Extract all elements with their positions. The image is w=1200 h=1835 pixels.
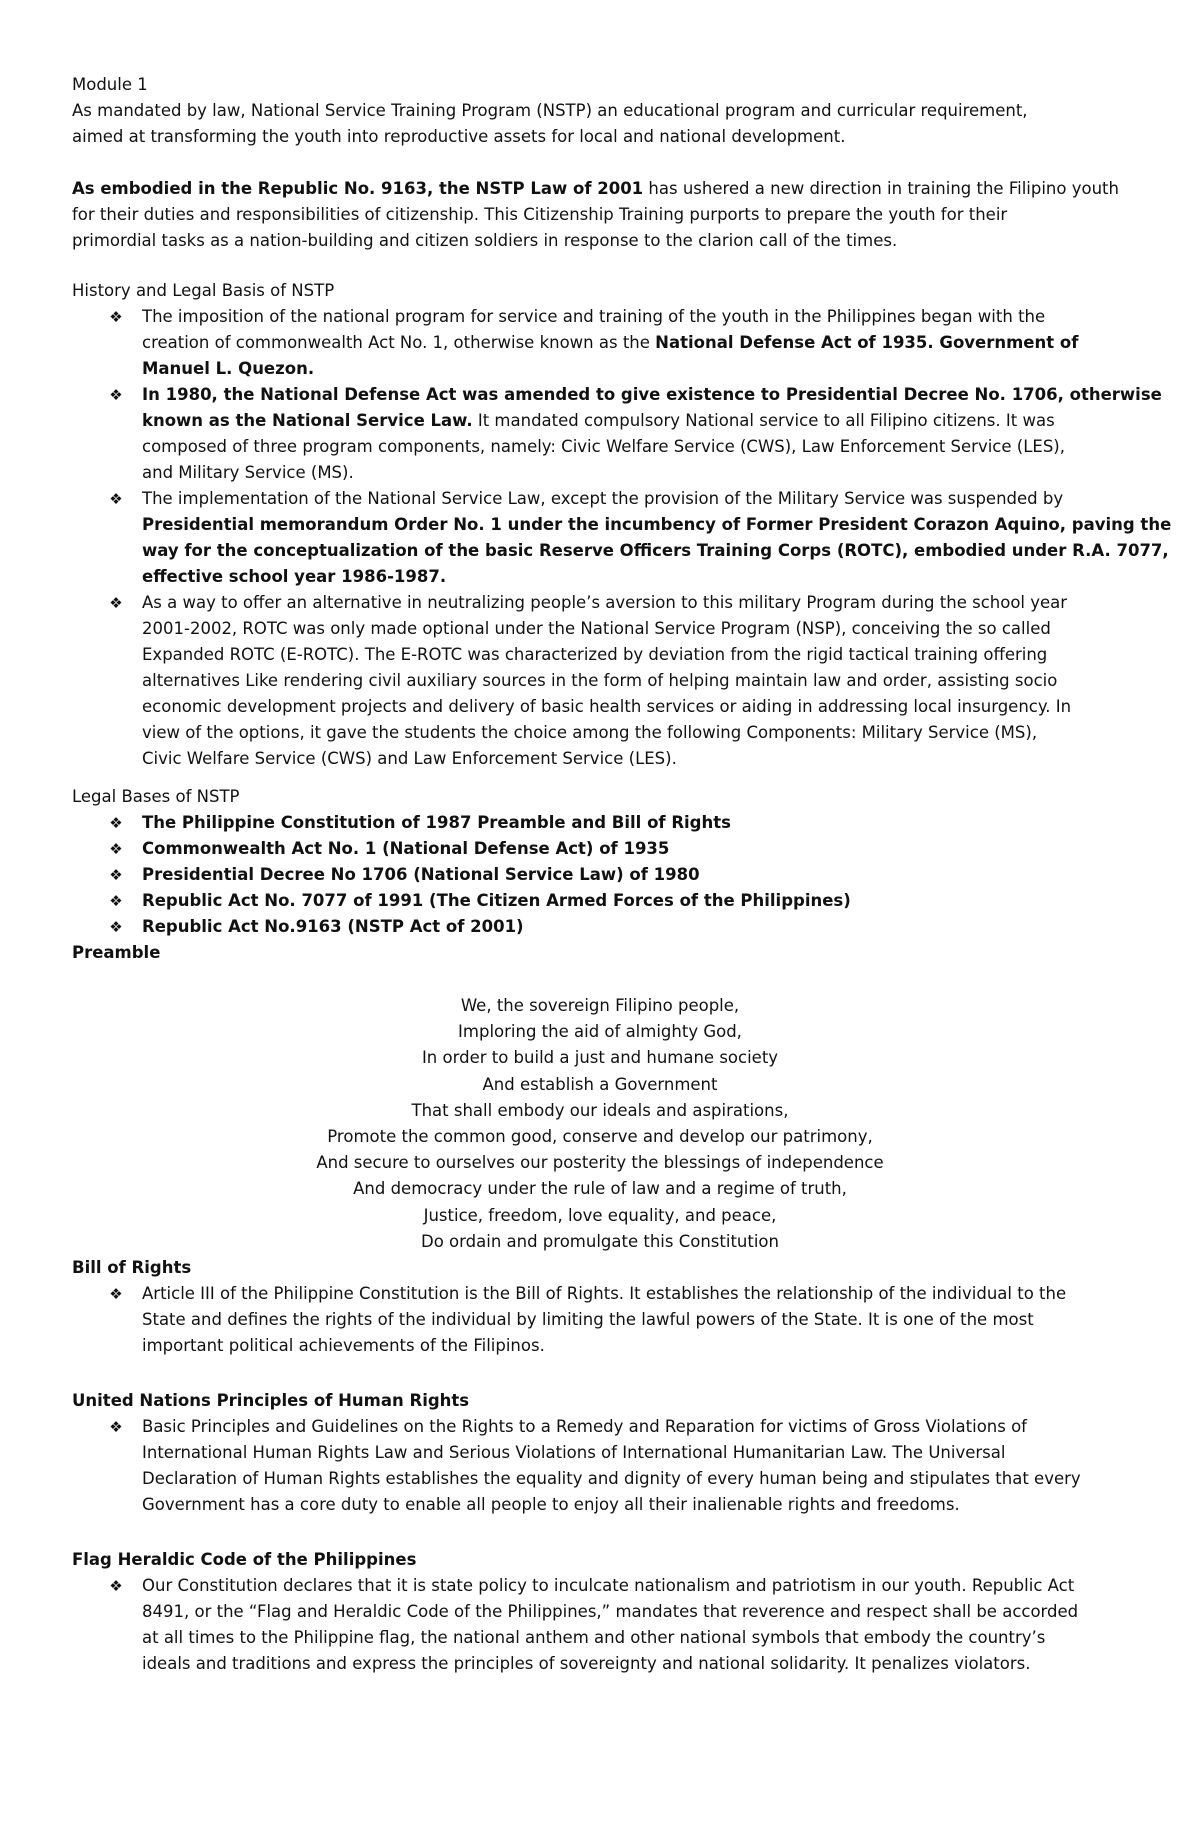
intro-line: As mandated by law, National Service Training Program (NSTP) an educational program and curricular requirement, bbox=[72, 101, 1028, 120]
preamble-line: And establish a Government bbox=[482, 1074, 718, 1094]
diamond-bullet-icon: ❖ bbox=[109, 308, 123, 326]
diamond-bullet-icon: ❖ bbox=[109, 892, 123, 910]
un-principles-list bbox=[72, 1414, 1140, 1518]
un-principles-section bbox=[72, 1388, 1130, 1414]
diamond-bullet-icon: ❖ bbox=[109, 1285, 123, 1303]
diamond-bullet-icon: ❖ bbox=[109, 1418, 123, 1436]
preamble-section bbox=[72, 940, 1130, 966]
preamble-line: And democracy under the rule of law and a regime of truth, bbox=[353, 1179, 847, 1199]
embodied-paragraph bbox=[72, 176, 1130, 254]
legal-bases-heading: Legal Bases of NSTP bbox=[72, 787, 240, 806]
diamond-bullet-icon: ❖ bbox=[109, 814, 123, 832]
preamble-line: Imploring the aid of almighty God, bbox=[458, 1022, 742, 1042]
legal-bases-list bbox=[72, 810, 1140, 940]
list-item: ❖ Basic Principles and Guidelines on the Rights to a Remedy and Reparation for victims of Gross Violations of International Human Rights Law and Serious Violations of International Humanitarian Law. The Universal Declaration of Human Rights establishes the equality and dignity of every human being and stipulates that every Government has a core duty to enable all people to enjoy all their inalienable rights and freedoms. bbox=[72, 1414, 1140, 1518]
intro-section bbox=[72, 72, 1130, 150]
flag-code-heading: Flag Heraldic Code of the Philippines bbox=[72, 1550, 417, 1569]
list-item: ❖ Presidential Decree No 1706 (National Service Law) of 1980 bbox=[72, 862, 1140, 888]
history-heading: History and Legal Basis of NSTP bbox=[72, 281, 335, 300]
list-item: ❖ Republic Act No.9163 (NSTP Act of 2001) bbox=[72, 914, 1140, 940]
diamond-bullet-icon: ❖ bbox=[109, 840, 123, 858]
bill-of-rights-list bbox=[72, 1281, 1140, 1359]
legal-bases-section bbox=[72, 784, 1130, 810]
module-title: Module 1 bbox=[72, 75, 148, 94]
diamond-bullet-icon: ❖ bbox=[109, 490, 123, 508]
list-item: ❖ In 1980, the National Defense Act was amended to give existence to Presidential Decree No. 1706, otherwise known as the National Service Law. It mandated compulsory National service to all Filipino citizens. It was composed of three program components, namely: Civic Welfare Service (CWS), Law Enforcement Service (LES), and Military Service (MS). bbox=[72, 382, 1140, 486]
flag-code-list bbox=[72, 1573, 1140, 1677]
diamond-bullet-icon: ❖ bbox=[109, 918, 123, 936]
preamble-line: In order to build a just and humane society bbox=[421, 1048, 779, 1068]
list-item: ❖ Commonwealth Act No. 1 (National Defense Act) of 1935 bbox=[72, 836, 1140, 862]
preamble-line: We, the sovereign Filipino people, bbox=[460, 996, 740, 1015]
list-item: ❖ Our Constitution declares that it is state policy to inculcate nationalism and patriotism in our youth. Republic Act 8491, or the “Flag and Heraldic Code of the Philippines,” mandates that reverence and respect shall be accorded at all times to the Philippine flag, the national anthem and other national symbols that embody the country’s ideals and traditions and express the principles of sovereignty and national solidarity. It penalizes violators. bbox=[72, 1573, 1140, 1677]
list-item: ❖ The implementation of the National Service Law, except the provision of the Military Service was suspended by Presidential memorandum Order No. 1 under the incumbency of Former President Corazon Aquino, paving the way for the conceptualization of the basic Reserve Officers Training Corps (ROTC), embodied under R.A. 7077, effective school year 1986-1987. bbox=[72, 486, 1140, 590]
un-principles-heading: United Nations Principles of Human Rights bbox=[72, 1391, 470, 1410]
embodied-text: has ushered a new direction in training the Filipino youth bbox=[643, 179, 1119, 198]
diamond-bullet-icon: ❖ bbox=[109, 386, 123, 404]
history-section bbox=[72, 278, 1130, 304]
preamble-line: Justice, freedom, love equality, and peace, bbox=[423, 1205, 777, 1225]
bill-of-rights-heading: Bill of Rights bbox=[72, 1258, 192, 1277]
flag-code-section bbox=[72, 1547, 1130, 1573]
preamble-line: That shall embody our ideals and aspirations, bbox=[411, 1100, 789, 1120]
embodied-text: for their duties and responsibilities of citizenship. This Citizenship Training purports to prepare the youth for their bbox=[72, 205, 1008, 224]
list-item: ❖ Republic Act No. 7077 of 1991 (The Citizen Armed Forces of the Philippines) bbox=[72, 888, 1140, 914]
list-item: ❖ Article III of the Philippine Constitution is the Bill of Rights. It establishes the relationship of the individual to the State and defines the rights of the individual by limiting the lawful powers of the State. It is one of the most important political achievements of the Filipinos. bbox=[72, 1281, 1140, 1359]
diamond-bullet-icon: ❖ bbox=[109, 1577, 123, 1595]
preamble-heading: Preamble bbox=[72, 943, 161, 962]
list-item: ❖ The imposition of the national program for service and training of the youth in the Philippines began with the creation of commonwealth Act No. 1, otherwise known as the National Defense Act of 1935. Government of Manuel L. Quezon. bbox=[72, 304, 1140, 382]
history-list bbox=[72, 304, 1172, 772]
preamble-line: And secure to ourselves our posterity the blessings of independence bbox=[316, 1153, 884, 1173]
list-item: ❖ As a way to offer an alternative in neutralizing people’s aversion to this military Program during the school year 2001-2002, ROTC was only made optional under the National Service Program (NSP), conceiving the so called Expanded ROTC (E-ROTC). The E-ROTC was characterized by deviation from the rigid tactical training offering alternatives Like rendering civil auxiliary sources in the form of helping maintain law and order, assisting socio economic development projects and delivery of basic health services or aiding in addressing local insurgency. In view of the options, it gave the students the choice among the following Components: Military Service (MS), Civic Welfare Service (CWS) and Law Enforcement Service (LES). bbox=[72, 590, 1140, 772]
diamond-bullet-icon: ❖ bbox=[109, 866, 123, 884]
preamble-text bbox=[0, 993, 1200, 1255]
preamble-line: Do ordain and promulgate this Constitution bbox=[421, 1231, 779, 1251]
diamond-bullet-icon: ❖ bbox=[109, 594, 123, 612]
embodied-bold-lead: As embodied in the Republic No. 9163, the NSTP Law of 2001 bbox=[72, 179, 644, 198]
bill-of-rights-section bbox=[72, 1255, 1130, 1281]
list-item: ❖ The Philippine Constitution of 1987 Preamble and Bill of Rights bbox=[72, 810, 1140, 836]
embodied-text: primordial tasks as a nation-building and citizen soldiers in response to the clarion call of the times. bbox=[72, 231, 898, 250]
preamble-line: Promote the common good, conserve and develop our patrimony, bbox=[327, 1127, 873, 1147]
intro-line: aimed at transforming the youth into reproductive assets for local and national development. bbox=[72, 127, 846, 146]
